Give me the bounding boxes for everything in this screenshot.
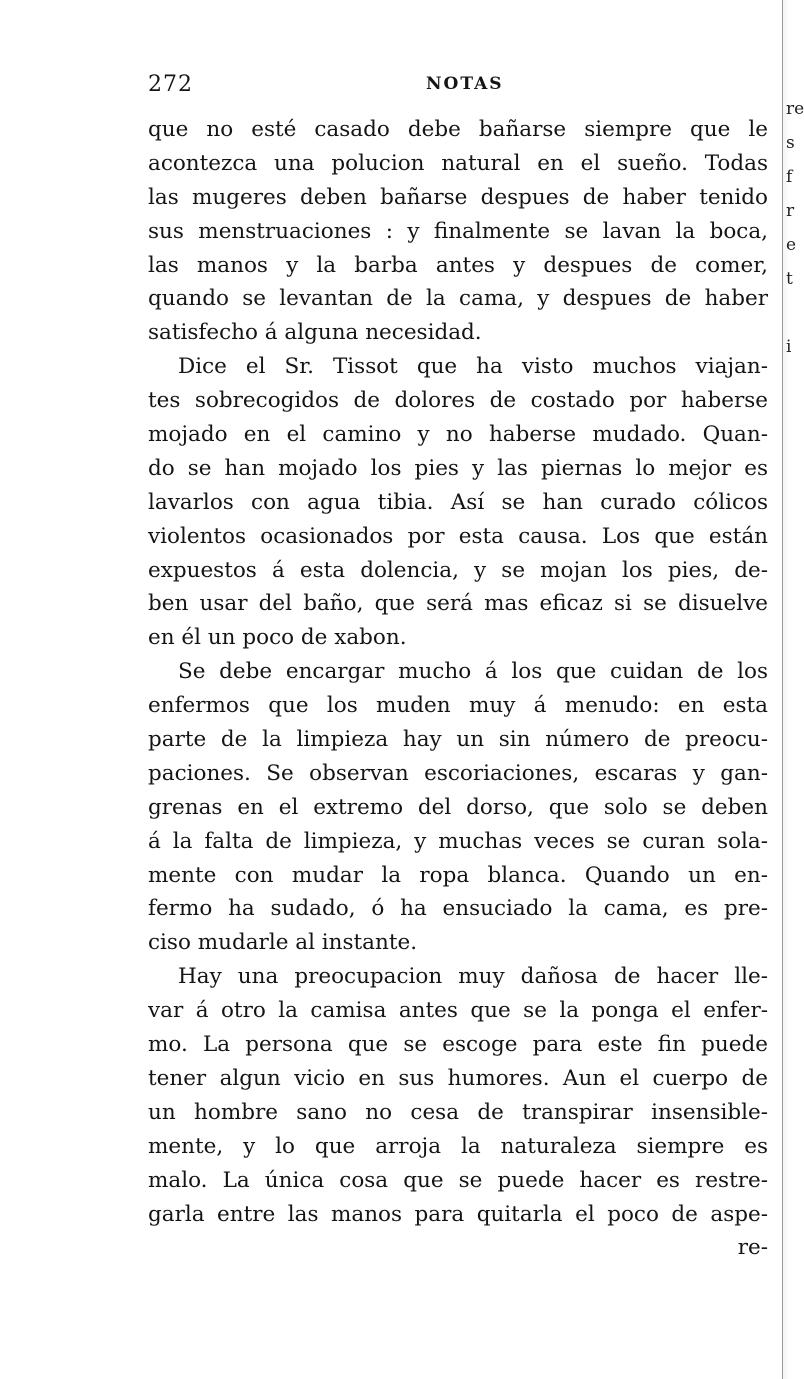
margin-fragment: f — [786, 167, 793, 187]
text-line: un hombre sano no cesa de transpirar insensible- — [148, 1099, 768, 1125]
margin-fragment: s — [786, 133, 795, 153]
text-line: do se han mojado los pies y las piernas lo mejor es — [148, 455, 768, 481]
text-line: enfermos que los muden muy á menudo: en esta — [148, 693, 768, 719]
paragraph-first-line: Se debe encargar mucho á los que cuidan de los — [178, 659, 768, 685]
margin-fragment: r — [786, 201, 795, 221]
text-line: las mugeres deben bañarse despues de haber tenido — [148, 184, 768, 210]
page-number: 272 — [148, 72, 193, 97]
paragraph-first-line: Hay una preocupacion muy dañosa de hacer lle- — [178, 964, 768, 990]
running-title: NOTAS — [426, 74, 504, 94]
text-line: paciones. Se observan escoriaciones, escaras y gan- — [148, 760, 768, 786]
margin-fragment — [786, 296, 800, 330]
text-line: mojado en el camino y no haberse mudado. Quan- — [148, 422, 768, 448]
margin-fragment: e — [786, 235, 797, 255]
text-line: parte de la limpieza hay un sin número de preocu- — [148, 727, 768, 753]
text-line: satisfecho á alguna necesidad. — [148, 320, 482, 346]
paragraph-first-line: Dice el Sr. Tissot que ha visto muchos viajan- — [178, 354, 768, 380]
text-line: acontezca una polucion natural en el sueño. Todas — [148, 150, 768, 176]
text-line: mente con mudar la ropa blanca. Quando un en- — [148, 862, 768, 888]
margin-fragment: i — [786, 337, 792, 357]
text-line: tener algun vicio en sus humores. Aun el cuerpo de — [148, 1065, 768, 1091]
text-line: las manos y la barba antes y despues de comer, — [148, 252, 768, 278]
text-line: mo. La persona que se escoge para este fin puede — [148, 1032, 768, 1058]
text-line: ciso mudarle al instante. — [148, 930, 418, 956]
margin-fragment: t — [786, 269, 793, 289]
text-line: var á otro la camisa antes que se la ponga el enfer- — [148, 998, 768, 1024]
text-line: expuestos á esta dolencia, y se mojan los pies, de- — [148, 557, 768, 583]
page-header — [148, 72, 768, 102]
body-text — [148, 113, 768, 1265]
text-line: quando se levantan de la cama, y despues de haber — [148, 286, 768, 312]
text-line: mente, y lo que arroja la naturaleza siempre es — [148, 1133, 768, 1159]
text-line: ben usar del baño, que será mas eficaz si se disuelve — [148, 591, 768, 617]
text-line: grenas en el extremo del dorso, que solo se deben — [148, 794, 768, 820]
text-line: malo. La única cosa que se puede hacer es restre- — [148, 1167, 768, 1193]
text-line: tes sobrecogidos de dolores de costado por haberse — [148, 388, 768, 414]
margin-fragment: re — [786, 99, 804, 119]
catchword: re- — [737, 1235, 768, 1261]
text-line: violentos ocasionados por esta causa. Los que están — [148, 523, 768, 549]
text-line: que no esté casado debe bañarse siempre que le — [148, 117, 768, 142]
text-line: lavarlos con agua tibia. Así se han curado cólicos — [148, 489, 768, 515]
text-line: fermo ha sudado, ó ha ensuciado la cama, es pre- — [148, 896, 768, 922]
facing-page-fragments — [786, 92, 804, 364]
text-line: sus menstruaciones : y finalmente se lavan la boca, — [148, 218, 768, 244]
text-line: á la falta de limpieza, y muchas veces se curan sola- — [148, 828, 768, 854]
text-line: garla entre las manos para quitarla el poco de aspe- — [148, 1201, 768, 1227]
text-line: en él un poco de xabon. — [148, 625, 407, 651]
